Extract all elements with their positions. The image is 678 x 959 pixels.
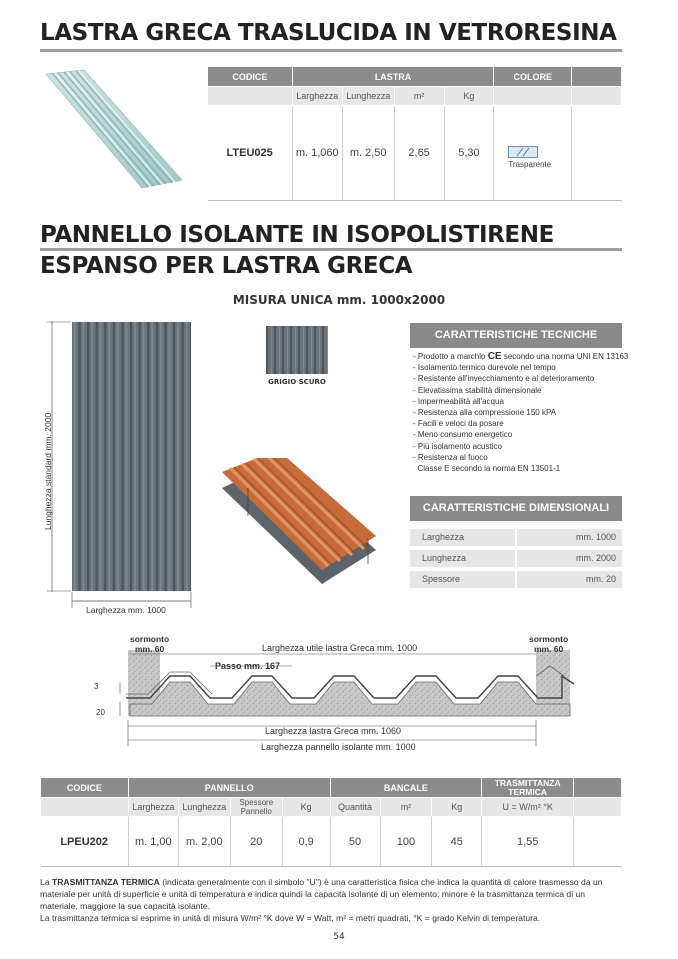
sub2-u: U = W/m² °K — [482, 798, 574, 817]
title-lastra-greca: LASTRA GRECA TRASLUCIDA IN VETRORESINA — [40, 20, 617, 46]
sub-m2: m² — [394, 87, 444, 106]
code2-cell: LPEU202 — [41, 817, 129, 867]
dim-row-spessore: Spessore mm. 20 — [410, 571, 622, 588]
tech-item: - Impermeabilità all'acqua — [413, 396, 504, 406]
lastra-width-label: Larghezza lastra Greca mm. 1060 — [265, 726, 402, 736]
title2-underline — [40, 248, 622, 251]
tech-item-ce: - Prodotto a marchio CE secondo una norma UNI EN 13163 — [413, 351, 629, 362]
th-lastra: LASTRA — [292, 67, 494, 87]
kg-cell: 5,30 — [444, 106, 494, 201]
assembled-sheet-image — [218, 458, 380, 586]
larghezza-cell: m. 1,060 — [292, 106, 342, 201]
ce-mark-icon: CE — [487, 351, 502, 362]
row2-cell: 50 — [330, 817, 380, 867]
transparent-swatch-icon — [508, 146, 538, 158]
trasmittanza-note: La TRASMITTANZA TERMICA (indicata generalmente con il simbolo "U") è una caratteristica fisica che indica la quantità di calore trasmesso da un materiale per unità di superficie e unità di temperatura e indica quindi la capacità isolante di un elemento: minore è la trasmittanza termica di un materiale, maggiore la sua capacità isolante. La trasmittanza termica si esprime in unità di misura W/m² °K dove W = Watt, m² = metri quadrati, °K = grado Kelvin di temperatura. — [40, 877, 603, 923]
sub2-quantita: Quantità — [330, 798, 380, 817]
sormonto-right-label: sormonto mm. 60 — [529, 634, 569, 654]
translucent-sheet-image — [44, 68, 184, 190]
title-pannello-line1: PANNELLO ISOLANTE IN ISOPOLISTIRENE — [40, 222, 554, 248]
sormonto-left-label: sormonto mm. 60 — [130, 634, 170, 654]
row2-cell: m. 2,00 — [178, 817, 230, 867]
title-pannello-line2: ESPANSO PER LASTRA GRECA — [40, 253, 413, 279]
row2-cell: 45 — [432, 817, 482, 867]
row2-cell: m. 1,00 — [128, 817, 178, 867]
tech-item: Classe E secondo la norma EN 13501-1 — [413, 464, 561, 474]
dim-3-label: 3 — [94, 682, 99, 691]
th-blank — [572, 67, 622, 87]
tech-item: - Facili e veloci da posare — [413, 419, 504, 429]
lunghezza-cell: m. 2,50 — [342, 106, 394, 201]
sub2-kg2: Kg — [432, 798, 482, 817]
sub2-m2: m² — [380, 798, 432, 817]
sub-blank — [208, 87, 293, 106]
table-lastra — [207, 66, 622, 201]
table-pannello — [40, 777, 622, 867]
tech-list — [413, 351, 628, 474]
code-cell: LTEU025 — [208, 106, 293, 201]
sub2-spessore: Spessore Pannello — [230, 798, 282, 817]
th2-bancale: BANCALE — [330, 778, 482, 798]
dim-row-larghezza: Larghezza mm. 1000 — [410, 529, 622, 546]
row2-cell: 0,9 — [282, 817, 330, 867]
th-colore: COLORE — [494, 67, 572, 87]
color-cell — [494, 106, 572, 201]
th-codice: CODICE — [208, 67, 293, 87]
pannello-width-label: Larghezza pannello isolante mm. 1000 — [261, 742, 416, 752]
m2-cell: 2,65 — [394, 106, 444, 201]
tech-item: - Isolamento termico durevole nel tempo — [413, 363, 556, 373]
sub2-kg: Kg — [282, 798, 330, 817]
tech-header: CARATTERISTICHE TECNICHE — [410, 323, 622, 348]
tech-item: - Elevatissima stabilità dimensionale — [413, 385, 542, 395]
title-underline — [40, 49, 622, 52]
passo-label: Passo mm. 167 — [215, 661, 281, 671]
tech-item: - Resistenza al fuoco — [413, 452, 488, 462]
sub-larghezza: Larghezza — [292, 87, 342, 106]
cross-section-diagram — [90, 636, 580, 756]
th2-pannello: PANNELLO — [128, 778, 330, 798]
dim-20-label: 20 — [96, 708, 105, 717]
sub-kg: Kg — [444, 87, 494, 106]
utile-label: Larghezza utile lastra Greca mm. 1000 — [262, 643, 418, 653]
th2-codice: CODICE — [41, 778, 129, 798]
dim-header: CARATTERISTICHE DIMENSIONALI — [410, 496, 622, 521]
grigio-scuro-swatch — [266, 326, 328, 374]
sub-lunghezza: Lunghezza — [342, 87, 394, 106]
panel-width-label: Larghezza mm. 1000 — [86, 605, 166, 615]
measure-subtitle: MISURA UNICA mm. 1000x2000 — [232, 293, 446, 307]
panel-height-label: Lunghezza standard mm. 2000 — [43, 412, 53, 530]
tech-item: - Meno consumo energetico — [413, 430, 513, 440]
color-label: Trasparente — [508, 159, 552, 169]
page-number: 54 — [333, 932, 345, 942]
tech-item: - Più isolamento acustico — [413, 441, 502, 451]
row2-cell: 100 — [380, 817, 432, 867]
sub2-lunghezza: Lunghezza — [178, 798, 230, 817]
dim-row-lunghezza: Lunghezza mm. 2000 — [410, 550, 622, 567]
th2-trasmittanza: TRASMITTANZA TERMICA — [482, 778, 574, 798]
tech-item: - Resistenza alla compressione 150 kPA — [413, 408, 557, 418]
tech-item: - Resistente all'invecchiamento e al deterioramento — [413, 374, 595, 384]
swatch-label: GRIGIO SCURO — [268, 378, 326, 386]
row2-cell: 20 — [230, 817, 282, 867]
row2-cell: 1,55 — [482, 817, 574, 867]
panel-dimension-drawing — [44, 318, 204, 618]
sub2-larghezza: Larghezza — [128, 798, 178, 817]
